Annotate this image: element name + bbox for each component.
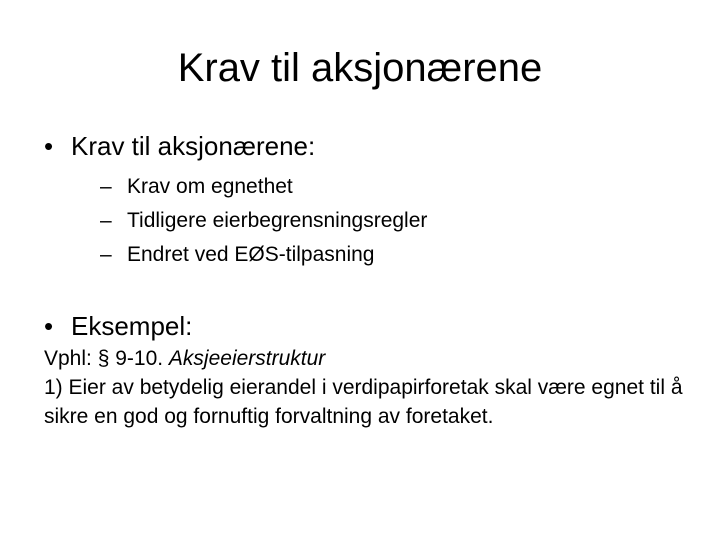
bullet-eksempel: [44, 310, 192, 342]
sub-bullet-text: Tidligere eierbegrensningsregler: [127, 209, 428, 232]
bullet-krav: [44, 130, 315, 162]
sub-bullet-text: Endret ved EØS-tilpasning: [127, 243, 375, 266]
law-reference-text: Vphl: § 9-10.: [44, 347, 169, 370]
bullet-marker: •: [44, 131, 54, 161]
slide-title: Krav til aksjonærene: [177, 46, 543, 90]
sub-bullet-eos: [100, 238, 427, 272]
dash-marker: –: [100, 209, 112, 232]
sub-bullet-list: [100, 170, 427, 272]
law-reference-heading: Aksjeeierstruktur: [168, 347, 326, 370]
sub-bullet-text: Krav om egnethet: [127, 175, 293, 198]
bullet-text: Eksempel:: [71, 311, 193, 341]
dash-marker: –: [100, 243, 112, 266]
sub-bullet-egnethet: [100, 170, 427, 204]
example-block: [44, 344, 684, 431]
dash-marker: –: [100, 175, 112, 198]
example-paragraph: 1) Eier av betydelig eierandel i verdipapirforetak skal være egnet til å sikre en god og fornuftig forvaltning av foretaket.: [44, 376, 683, 428]
bullet-text: Krav til aksjonærene:: [71, 131, 316, 161]
law-reference: [44, 344, 684, 373]
bullet-marker: •: [44, 311, 54, 341]
sub-bullet-eierbegrensning: [100, 204, 427, 238]
